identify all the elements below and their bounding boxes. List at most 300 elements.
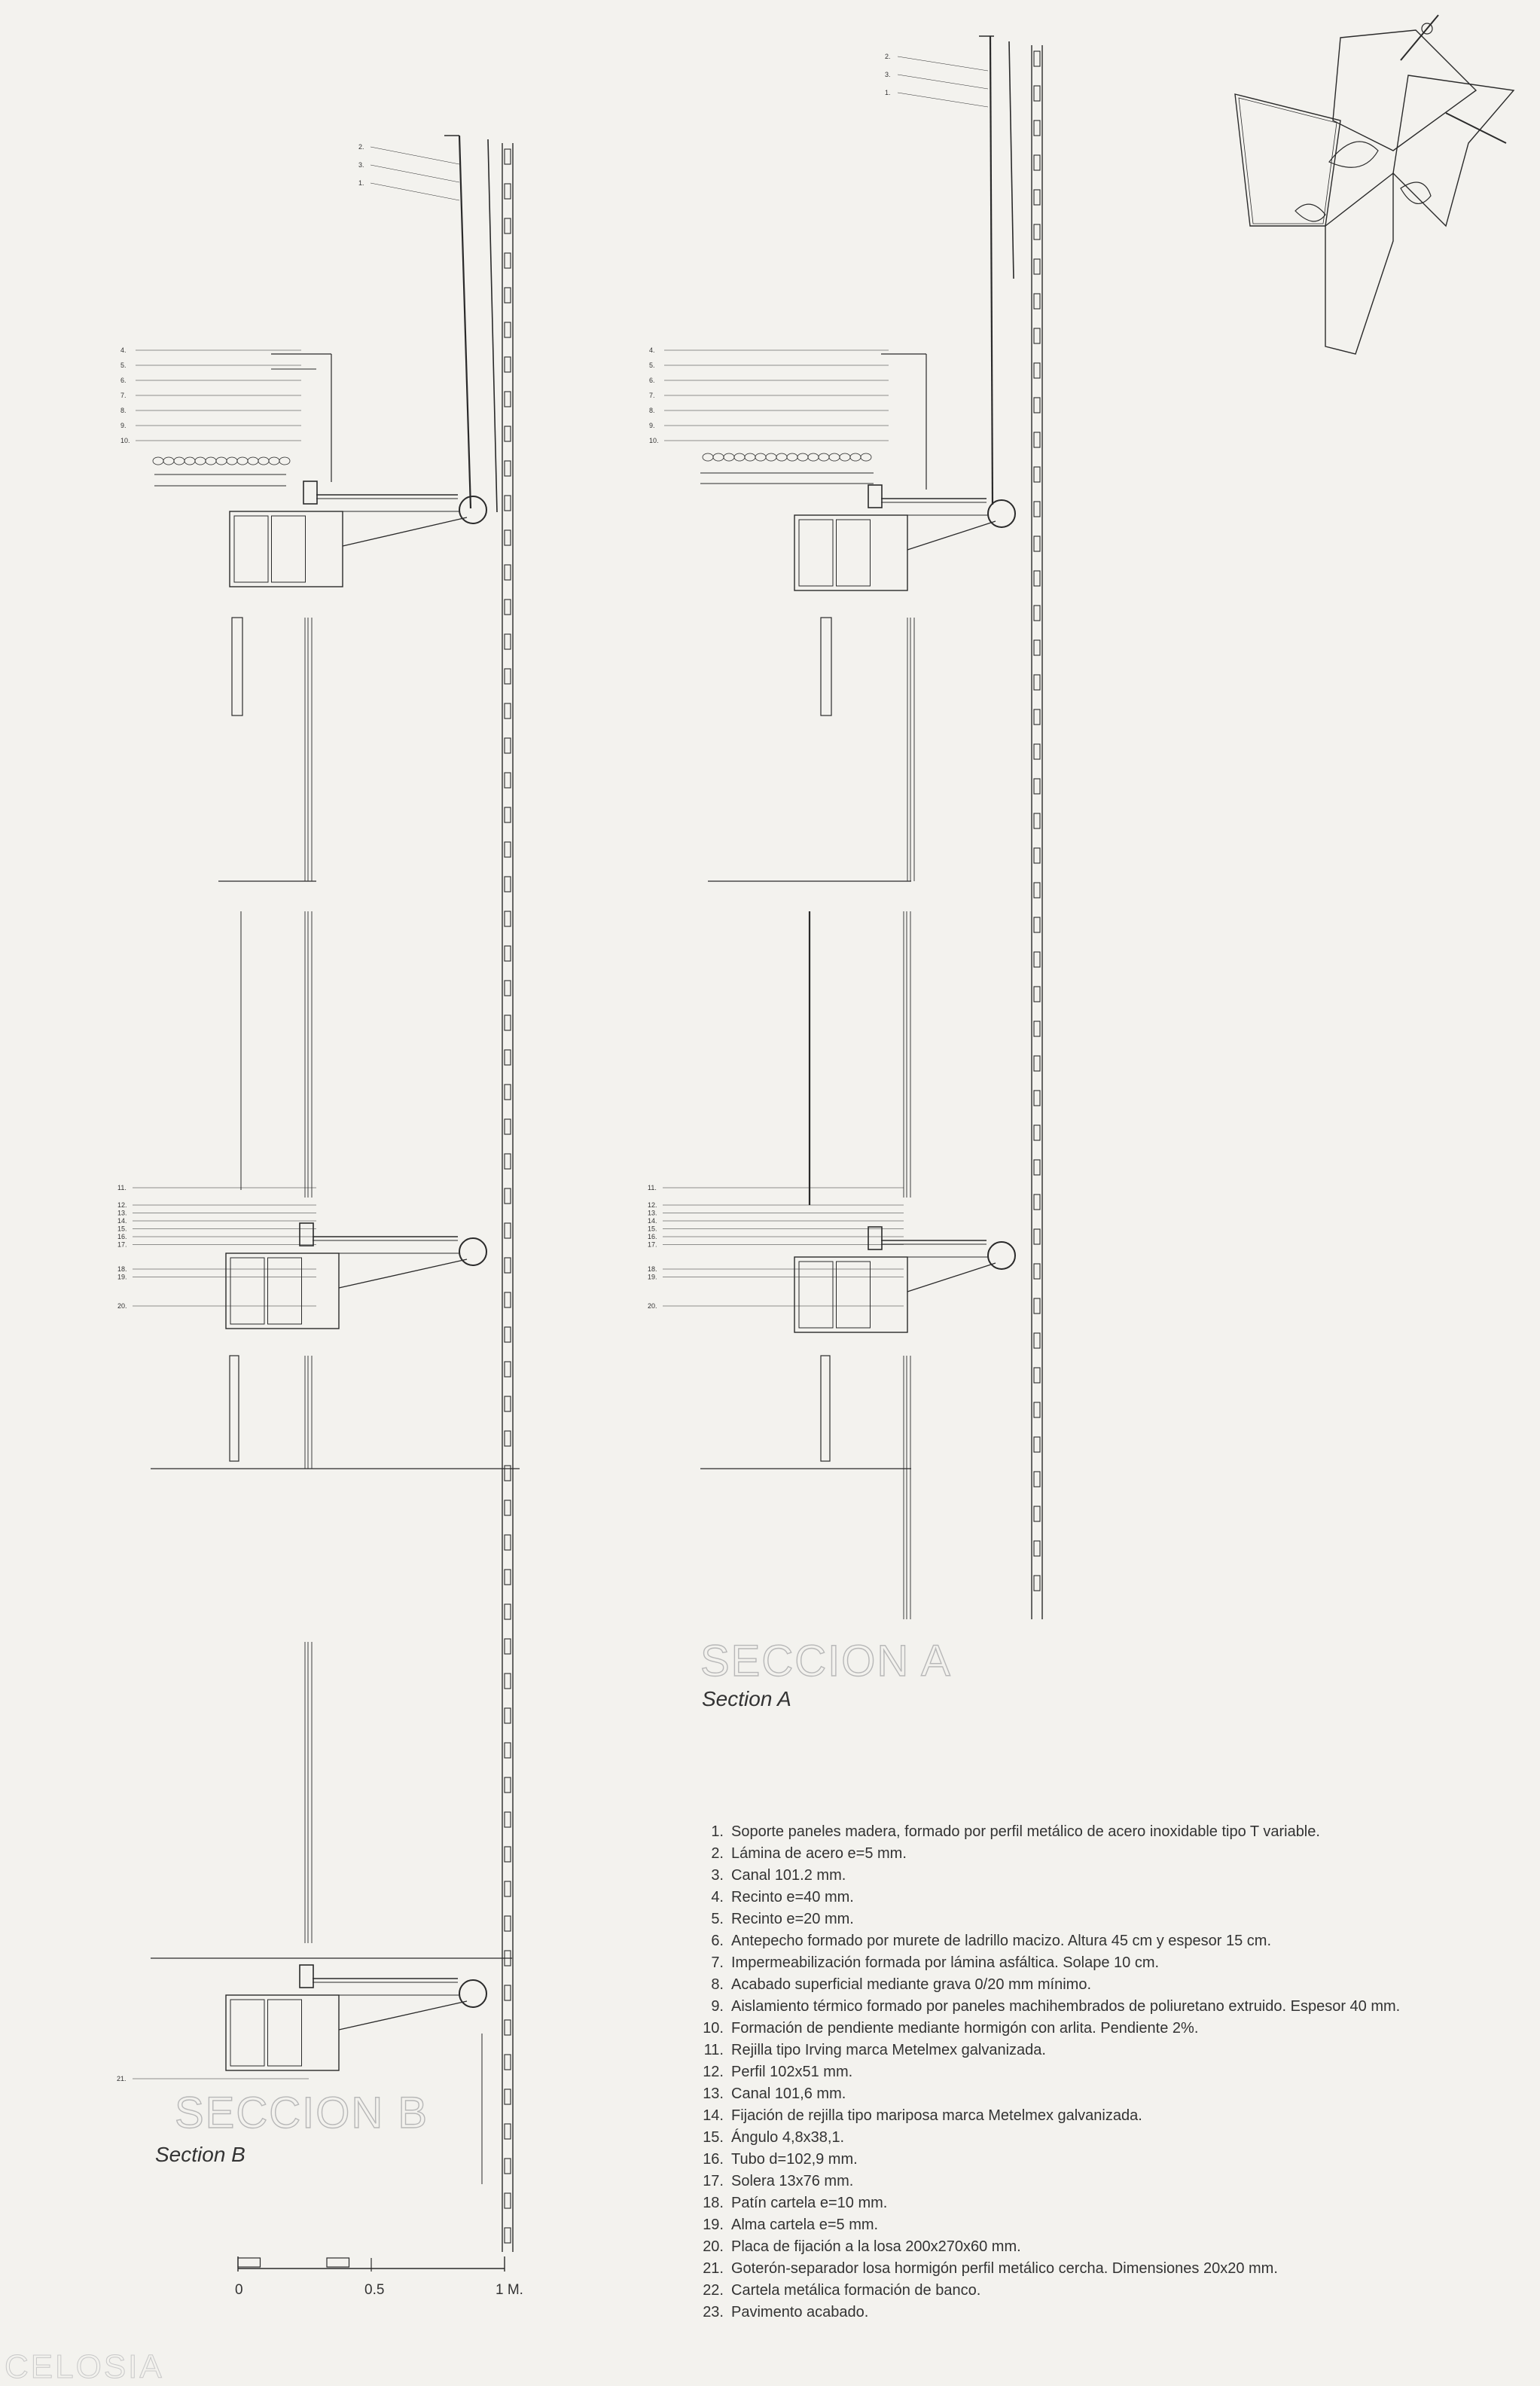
wood-panel — [1034, 883, 1040, 898]
wood-panel — [1034, 848, 1040, 863]
wood-panel — [505, 1327, 511, 1342]
legend-item-number: 14. — [703, 2107, 724, 2124]
beam-cell — [234, 516, 268, 582]
gravel-stone — [206, 457, 216, 465]
gravel-stone — [703, 453, 713, 461]
legend-item — [689, 1930, 1427, 1952]
wood-panel — [1034, 190, 1040, 205]
legend-item — [689, 1952, 1427, 1974]
beam-cell — [230, 1258, 264, 1324]
callout-label: 7. — [649, 392, 655, 399]
wood-panel — [505, 981, 511, 996]
legend-item-number: 21. — [703, 2260, 724, 2277]
leader-line — [898, 56, 988, 71]
wood-panel — [1034, 1437, 1040, 1452]
key-plan-core — [1401, 182, 1431, 203]
callout-label: 8. — [649, 407, 655, 414]
callout-label: 7. — [120, 392, 127, 399]
callout-label: 13. — [648, 1209, 657, 1217]
callout-label: 6. — [120, 377, 127, 384]
wood-panel — [1034, 224, 1040, 240]
legend-item-text: Lámina de acero e=5 mm. — [731, 1845, 907, 1862]
wood-panel — [505, 2089, 511, 2104]
gravel-stone — [195, 457, 206, 465]
wood-panel — [505, 946, 511, 961]
legend-item-text: Aislamiento térmico formado por paneles machihembrados de poliuretano extruido. Espesor 40 mm. — [731, 1998, 1401, 2015]
legend-item-number: 13. — [703, 2085, 724, 2102]
legend-item — [689, 2105, 1427, 2127]
legend-item-text: Patín cartela e=10 mm. — [731, 2195, 888, 2211]
key-plan-diagram — [1235, 15, 1514, 354]
legend-item — [689, 1865, 1427, 1887]
steel-plate — [488, 139, 497, 512]
wood-panel — [505, 2193, 511, 2208]
wood-panel — [505, 669, 511, 684]
gravel-stone — [237, 457, 248, 465]
wood-panel — [505, 149, 511, 164]
legend-item — [689, 2192, 1427, 2214]
wood-panel — [1034, 917, 1040, 932]
legend-item-number: 16. — [703, 2151, 724, 2168]
wood-panel — [1034, 294, 1040, 309]
key-plan-core — [1295, 204, 1325, 221]
key-plan-outline — [1239, 98, 1337, 224]
gravel-stone — [850, 453, 861, 461]
concrete-beam — [230, 511, 343, 587]
legend-item-number: 20. — [703, 2238, 724, 2255]
callout-label: 2. — [358, 143, 364, 151]
gravel-stone — [269, 457, 279, 465]
profile-channel — [300, 1965, 313, 1988]
leader-line — [371, 165, 459, 182]
wood-panel — [505, 461, 511, 476]
wood-panel — [505, 1431, 511, 1446]
legend-item-number: 22. — [703, 2282, 724, 2299]
legend-item-number: 4. — [711, 1889, 724, 1905]
wood-panel — [505, 1292, 511, 1307]
wood-panel — [1034, 1091, 1040, 1106]
tube-circle — [459, 1238, 486, 1265]
wood-panel — [505, 1258, 511, 1273]
wood-panel — [505, 1535, 511, 1550]
bracket-line — [339, 1259, 467, 1288]
gravel-stone — [184, 457, 195, 465]
callout-label: 19. — [648, 1273, 657, 1281]
wood-panel — [505, 1396, 511, 1411]
legend-item-number: 12. — [703, 2064, 724, 2080]
legend-item-text: Pavimento acabado. — [731, 2304, 869, 2320]
wood-panel — [1034, 398, 1040, 413]
callout-label: 10. — [649, 437, 659, 444]
leader-line — [898, 93, 988, 107]
legend-item-text: Ángulo 4,8x38,1. — [731, 2129, 845, 2146]
gravel-stone — [227, 457, 237, 465]
legend-item — [689, 1887, 1427, 1908]
gravel-stone — [163, 457, 174, 465]
wood-panel — [1034, 328, 1040, 343]
scale-bar — [238, 2256, 505, 2272]
wood-panel — [505, 1639, 511, 1654]
wood-panel — [1034, 1125, 1040, 1140]
beam-cell — [837, 1262, 871, 1328]
legend-item — [689, 2258, 1427, 2280]
wood-panel — [1034, 813, 1040, 828]
wood-panel — [505, 807, 511, 822]
wood-panel — [505, 2228, 511, 2243]
gravel-stone — [787, 453, 797, 461]
callout-label: 4. — [120, 346, 127, 354]
profile-channel — [300, 1223, 313, 1246]
callout-label: 16. — [117, 1233, 127, 1240]
legend-item-number: 10. — [703, 2020, 724, 2037]
legend-item — [689, 2280, 1427, 2302]
mullion — [230, 1356, 239, 1461]
legend-item — [689, 2127, 1427, 2149]
gravel-stone — [713, 453, 724, 461]
wood-panel — [505, 1119, 511, 1134]
steel-plate — [1009, 41, 1014, 279]
mullion — [232, 618, 242, 715]
legend-item-number: 6. — [711, 1933, 724, 1949]
concrete-beam — [226, 1995, 339, 2070]
legend-item-text: Recinto e=20 mm. — [731, 1911, 854, 1927]
gravel-stone — [153, 457, 163, 465]
wood-panel — [505, 253, 511, 268]
callout-label: 13. — [117, 1209, 127, 1217]
section-b-subtitle: Section B — [155, 2143, 245, 2166]
leader-line — [898, 75, 988, 89]
legend-item — [689, 2302, 1427, 2323]
beam-cell — [799, 520, 833, 586]
wood-panel — [1034, 1333, 1040, 1348]
wood-panel — [1034, 1506, 1040, 1521]
wood-panel — [505, 1847, 511, 1862]
wood-panel — [505, 218, 511, 233]
legend-item-number: 3. — [711, 1867, 724, 1884]
legend-item-text: Formación de pendiente mediante hormigón con arlita. Pendiente 2%. — [731, 2020, 1199, 2037]
mullion — [821, 1356, 830, 1461]
wood-panel — [1034, 1021, 1040, 1036]
wood-panel — [1034, 1472, 1040, 1487]
wood-panel — [1034, 86, 1040, 101]
callout-label: 15. — [117, 1225, 127, 1233]
scale-label-meter: 1 M. — [496, 2282, 523, 2298]
gravel-stone — [174, 457, 184, 465]
wood-panel — [505, 1050, 511, 1065]
beam-cell — [268, 2000, 302, 2066]
wood-panel — [1034, 1056, 1040, 1071]
wood-panel — [505, 1708, 511, 1723]
callout-label: 1. — [358, 179, 364, 187]
wood-panel — [505, 322, 511, 337]
key-plan-outline — [1393, 75, 1514, 226]
callout-label: 2. — [885, 53, 891, 60]
beam-cell — [268, 1258, 302, 1324]
callout-label: 20. — [117, 1302, 127, 1310]
wood-panel — [505, 1188, 511, 1204]
callout-label: 17. — [648, 1240, 657, 1249]
section-a-drawing — [648, 36, 1042, 1619]
wood-panel — [1034, 1576, 1040, 1591]
legend-item-text: Rejilla tipo Irving marca Metelmex galvanizada. — [731, 2042, 1046, 2058]
bracket-line — [339, 2001, 467, 2030]
callout-label: 9. — [649, 422, 655, 429]
gravel-stone — [819, 453, 829, 461]
wood-panel — [505, 600, 511, 615]
beam-cell — [799, 1262, 833, 1328]
wood-panel — [505, 1812, 511, 1827]
wood-panel — [505, 634, 511, 649]
wood-panel — [505, 1154, 511, 1169]
wood-panel — [1034, 744, 1040, 759]
callout-label: 11. — [648, 1184, 657, 1191]
scale-bar-segment — [327, 2258, 349, 2267]
wood-panel — [505, 530, 511, 545]
wood-panel — [1034, 467, 1040, 482]
gravel-stone — [797, 453, 808, 461]
legend-item-text: Alma cartela e=5 mm. — [731, 2217, 879, 2233]
section-b-title: SECCION B — [175, 2089, 429, 2137]
tube-circle — [988, 1242, 1015, 1269]
wood-panel — [505, 2159, 511, 2174]
callout-label: 9. — [120, 422, 127, 429]
legend-item-text: Recinto e=40 mm. — [731, 1889, 854, 1905]
bracket-line — [343, 517, 467, 546]
callout-label: 21. — [117, 2075, 127, 2082]
legend-item — [689, 1996, 1427, 2018]
wood-panel — [1034, 502, 1040, 517]
legend-item-text: Perfil 102x51 mm. — [731, 2064, 853, 2080]
wood-panel — [505, 1015, 511, 1030]
wood-panel — [1034, 259, 1040, 274]
bracket-line — [907, 521, 996, 550]
wood-panel — [505, 1916, 511, 1931]
legend-item-text: Acabado superficial mediante grava 0/20 mm mínimo. — [731, 1976, 1092, 1993]
callout-label: 17. — [117, 1240, 127, 1249]
wood-panel — [505, 1500, 511, 1515]
legend-item-number: 15. — [703, 2129, 724, 2146]
mullion — [821, 618, 831, 715]
wood-panel — [505, 738, 511, 753]
wood-panel — [1034, 1402, 1040, 1417]
wood-panel — [1034, 1229, 1040, 1244]
legend-item-number: 9. — [711, 1998, 724, 2015]
section-a-title: SECCION A — [700, 1637, 952, 1686]
wood-panel — [505, 357, 511, 372]
legend-item — [689, 2214, 1427, 2236]
key-plan-outline — [1325, 173, 1393, 354]
legend-item-text: Cartela metálica formación de banco. — [731, 2282, 981, 2299]
concrete-beam — [226, 1253, 339, 1329]
scale-bar-segment — [238, 2258, 261, 2267]
wood-panel — [1034, 51, 1040, 66]
wood-panel — [505, 2020, 511, 2035]
wood-panel — [505, 703, 511, 719]
callout-label: 12. — [117, 1201, 127, 1209]
legend-item-text: Placa de fijación a la losa 200x270x60 mm. — [731, 2238, 1021, 2255]
wood-panel — [505, 288, 511, 303]
legend-item — [689, 2149, 1427, 2171]
wood-panel — [505, 1881, 511, 1896]
wood-panel — [1034, 952, 1040, 967]
wood-panel — [1034, 779, 1040, 794]
wood-panel — [505, 1362, 511, 1377]
wood-panel — [505, 1466, 511, 1481]
wood-panel — [1034, 709, 1040, 725]
wood-panel — [505, 1604, 511, 1619]
key-plan-outline — [1333, 30, 1476, 151]
wood-panel — [505, 1777, 511, 1793]
section-a-subtitle: Section A — [702, 1687, 791, 1710]
gravel-stone — [766, 453, 776, 461]
callout-label: 12. — [648, 1201, 657, 1209]
callout-label: 19. — [117, 1273, 127, 1281]
beam-cell — [230, 2000, 264, 2066]
legend-item-text: Canal 101.2 mm. — [731, 1867, 846, 1884]
profile-channel — [868, 1227, 882, 1249]
scale-label-zero: 0 — [235, 2282, 243, 2298]
profile-channel — [868, 485, 882, 508]
gravel-stone — [734, 453, 745, 461]
callout-label: 11. — [117, 1184, 127, 1191]
gravel-stone — [745, 453, 755, 461]
wood-panel — [505, 877, 511, 892]
legend-item-number: 23. — [703, 2304, 724, 2320]
wood-panel — [1034, 155, 1040, 170]
callout-label: 8. — [120, 407, 127, 414]
gravel-stone — [840, 453, 850, 461]
callout-label: 14. — [117, 1217, 127, 1225]
concrete-beam — [794, 515, 907, 590]
gravel-stone — [248, 457, 258, 465]
gravel-stone — [861, 453, 871, 461]
legend-item-number: 19. — [703, 2217, 724, 2233]
wood-panel — [505, 2124, 511, 2139]
wood-panel — [505, 773, 511, 788]
wood-panel — [505, 911, 511, 926]
wood-panel — [505, 1570, 511, 1585]
legend-item — [689, 2236, 1427, 2258]
legend-item-number: 2. — [711, 1845, 724, 1862]
legend-item — [689, 2040, 1427, 2061]
wood-panel — [1034, 987, 1040, 1002]
callout-label: 6. — [649, 377, 655, 384]
leader-line — [371, 183, 459, 200]
callout-label: 20. — [648, 1302, 657, 1310]
callout-label: 16. — [648, 1233, 657, 1240]
wood-panel — [1034, 675, 1040, 690]
callout-label: 18. — [648, 1265, 657, 1273]
wood-panel — [505, 1674, 511, 1689]
scale-label-half: 0.5 — [364, 2282, 385, 2298]
legend-item-number: 7. — [711, 1954, 724, 1971]
wood-panel — [505, 2055, 511, 2070]
wood-panel — [505, 1223, 511, 1238]
steel-plate — [459, 136, 471, 508]
callout-label: 5. — [120, 362, 127, 369]
legend-item — [689, 1974, 1427, 1996]
legend-item — [689, 2018, 1427, 2040]
wood-panel — [1034, 1298, 1040, 1314]
profile-channel — [303, 481, 317, 504]
wood-panel — [505, 842, 511, 857]
callout-label: 3. — [885, 71, 891, 78]
legend-item-text: Soporte paneles madera, formado por perfil metálico de acero inoxidable tipo T variable. — [731, 1823, 1320, 1840]
legend-item-text: Goterón-separador losa hormigón perfil metálico cercha. Dimensiones 20x20 mm. — [731, 2260, 1278, 2277]
legend-item — [689, 2083, 1427, 2105]
wood-panel — [505, 426, 511, 441]
wood-panel — [1034, 1195, 1040, 1210]
wood-panel — [1034, 363, 1040, 378]
legend-item-number: 18. — [703, 2195, 724, 2211]
legend-item-number: 11. — [703, 2042, 724, 2058]
wood-panel — [505, 184, 511, 199]
legend-item-text: Fijación de rejilla tipo mariposa marca Metelmex galvanizada. — [731, 2107, 1142, 2124]
legend-item — [689, 2171, 1427, 2192]
gravel-stone — [829, 453, 840, 461]
gravel-stone — [776, 453, 787, 461]
wood-panel — [1034, 1368, 1040, 1383]
callout-label: 15. — [648, 1225, 657, 1233]
legend-item-text: Antepecho formado por murete de ladrillo macizo. Altura 45 cm y espesor 15 cm. — [731, 1933, 1272, 1949]
legend-item-text: Impermeabilización formada por lámina asfáltica. Solape 10 cm. — [731, 1954, 1160, 1971]
callout-label: 1. — [885, 89, 891, 96]
section-cut-line — [1401, 15, 1438, 60]
legend-list — [689, 1821, 1427, 2323]
legend-item — [689, 1843, 1427, 1865]
leader-line — [371, 147, 459, 164]
legend-item-text: Solera 13x76 mm. — [731, 2173, 854, 2189]
section-b-drawing — [117, 136, 520, 2252]
wood-panel — [1034, 1160, 1040, 1175]
legend-item — [689, 1821, 1427, 1843]
wood-panel — [1034, 640, 1040, 655]
callout-label: 3. — [358, 161, 364, 169]
wood-panel — [505, 1743, 511, 1758]
callout-label: 4. — [649, 346, 655, 354]
tube-circle — [988, 500, 1015, 527]
wood-panel — [1034, 1264, 1040, 1279]
wood-panel — [1034, 606, 1040, 621]
tube-circle — [459, 1980, 486, 2007]
wood-panel — [505, 392, 511, 407]
legend-item-text: Tubo d=102,9 mm. — [731, 2151, 858, 2168]
bracket-line — [907, 1263, 996, 1292]
gravel-stone — [258, 457, 269, 465]
callout-label: 14. — [648, 1217, 657, 1225]
gravel-stone — [755, 453, 766, 461]
wood-panel — [1034, 571, 1040, 586]
wood-panel — [1034, 121, 1040, 136]
wood-panel — [505, 1085, 511, 1100]
concrete-beam — [794, 1257, 907, 1332]
legend-item — [689, 1908, 1427, 1930]
callout-label: 10. — [120, 437, 130, 444]
wood-panel — [505, 1985, 511, 2000]
callout-label: 5. — [649, 362, 655, 369]
gravel-stone — [724, 453, 734, 461]
gravel-stone — [279, 457, 290, 465]
section-cut-line — [1446, 113, 1506, 143]
wood-panel — [505, 565, 511, 580]
tube-circle — [459, 496, 486, 523]
legend-item-number: 5. — [711, 1911, 724, 1927]
wood-panel — [1034, 432, 1040, 447]
legend-item — [689, 2061, 1427, 2083]
steel-plate — [990, 36, 993, 505]
legend-item-number: 1. — [711, 1823, 724, 1840]
beam-cell — [837, 520, 871, 586]
